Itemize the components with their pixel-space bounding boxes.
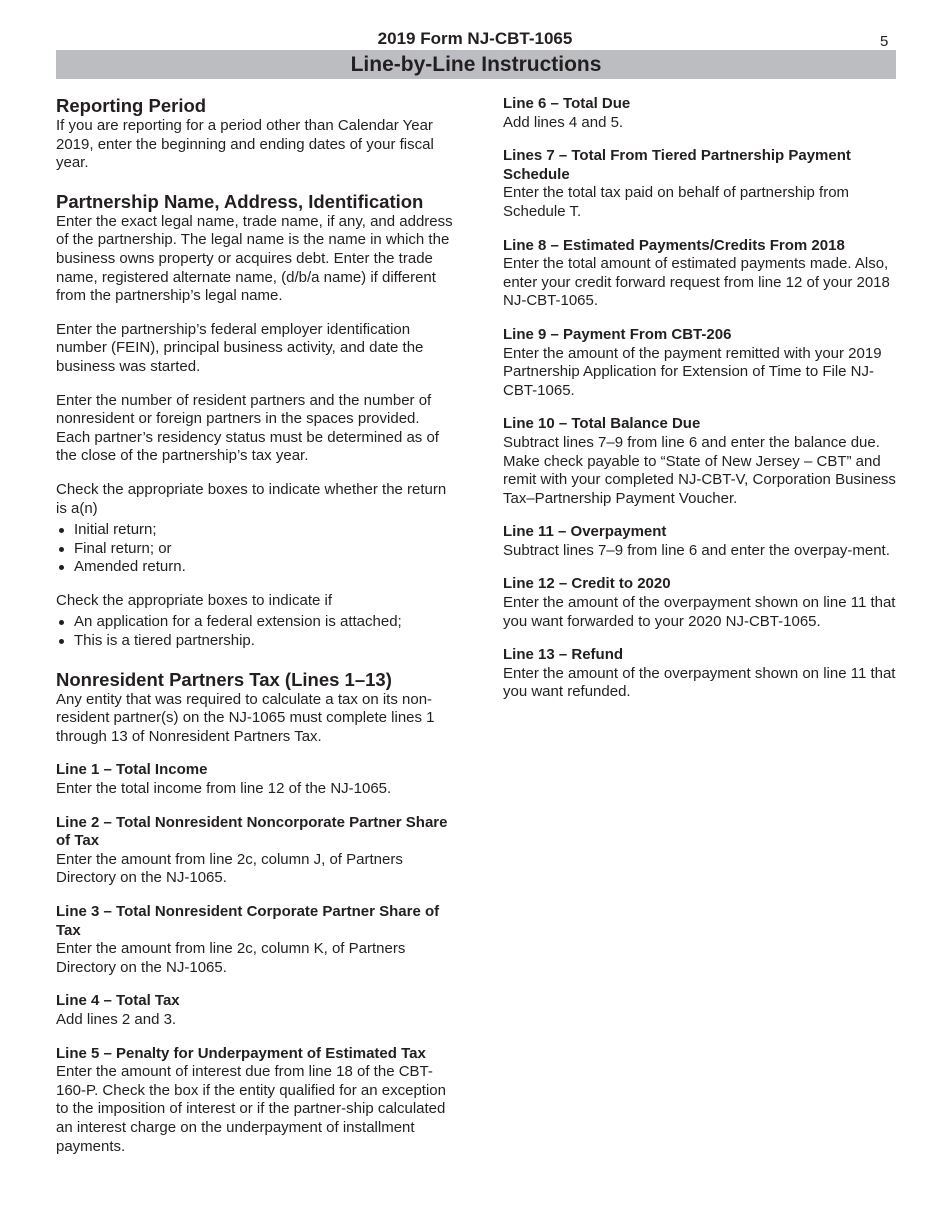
- line-heading: Line 10 – Total Balance Due: [503, 415, 701, 433]
- line-heading: Line 3 – Total Nonresident Corporate Partner Share of Tax: [56, 903, 440, 939]
- line-heading: Line 6 – Total Due: [503, 95, 631, 112]
- line-13-instructions: [503, 646, 903, 702]
- page-number: 5: [880, 33, 889, 50]
- line-3-instructions: [56, 903, 456, 977]
- line-text: Subtract lines 7–9 from line 6 and enter the balance due. Make check payable to “State of New Jersey – CBT” and remit with your completed NJ-CBT-V, Corporation Business Tax–Partnership Payment Voucher.: [503, 433, 896, 507]
- line-6-instructions: [503, 95, 903, 132]
- paragraph: [56, 592, 456, 651]
- return-type-list: [56, 521, 456, 577]
- section-text: Enter the partnership’s federal employer identification number (FEIN), principal business activity, and date the business was started.: [56, 320, 424, 375]
- line-1-instructions: [56, 761, 456, 798]
- line-heading: Lines 7 – Total From Tiered Partnership Payment Schedule: [503, 147, 851, 183]
- paragraph: [56, 481, 456, 577]
- line-heading: Line 5 – Penalty for Underpayment of Estimated Tax: [56, 1044, 426, 1062]
- right-column: [503, 95, 903, 717]
- line-text: Enter the total amount of estimated payments made. Also, enter your credit forward request from line 12 of your 2018 NJ-CBT-1065.: [503, 255, 890, 310]
- nonresident-section: [56, 669, 456, 747]
- section-text: Check the appropriate boxes to indicate if: [56, 591, 332, 609]
- line-text: Add lines 2 and 3.: [56, 1010, 177, 1028]
- indicator-list: [56, 613, 456, 650]
- reporting-period-section: [56, 95, 456, 173]
- line-text: Enter the amount of the payment remitted with your 2019 Partnership Application for Extension of Time to File NJ-CBT-1065.: [503, 344, 882, 399]
- list-item: Final return; or: [56, 540, 456, 559]
- line-heading: Line 8 – Estimated Payments/Credits From 2018: [503, 236, 845, 254]
- line-2-instructions: [56, 814, 456, 888]
- line-heading: Line 4 – Total Tax: [56, 992, 180, 1010]
- section-text: Enter the exact legal name, trade name, if any, and address of the partnership. The legal name is the name in which the business owns property or acquires debt. Enter the trade name, registered alternate name, (d/b/a name) if different from the partnership’s legal name.: [56, 212, 453, 305]
- line-heading: Line 2 – Total Nonresident Noncorporate Partner Share of Tax: [56, 813, 448, 850]
- line-text: Enter the total income from line 12 of the NJ-1065.: [56, 780, 392, 798]
- line-heading: Line 11 – Overpayment: [503, 523, 667, 541]
- section-heading: Reporting Period: [56, 95, 207, 116]
- line-5-instructions: [56, 1045, 456, 1157]
- paragraph: [56, 392, 456, 466]
- page-banner: Line-by-Line Instructions: [56, 50, 896, 79]
- partnership-name-section: [56, 191, 456, 306]
- list-item: Initial return;: [56, 521, 456, 540]
- line-text: Enter the amount of interest due from line 18 of the CBT-160-P. Check the box if the entity qualified for an exception to the imposition of interest or if the partner-ship calculated an interest charge on the underpayment of installment payments.: [56, 1063, 446, 1155]
- section-text: Any entity that was required to calculate a tax on its non-resident partner(s) on the NJ-1065 must complete lines 1 through 13 of Nonresident Partners Tax.: [56, 690, 435, 745]
- line-9-instructions: [503, 326, 903, 400]
- line-heading: Line 12 – Credit to 2020: [503, 575, 671, 593]
- list-item: An application for a federal extension is attached;: [56, 613, 456, 632]
- line-text: Enter the amount from line 2c, column K, of Partners Directory on the NJ-1065.: [56, 940, 406, 976]
- line-8-instructions: [503, 237, 903, 311]
- line-heading: Line 1 – Total Income: [56, 761, 208, 779]
- section-heading: Nonresident Partners Tax (Lines 1–13): [56, 668, 392, 690]
- left-column: [56, 95, 456, 1171]
- form-title: 2019 Form NJ-CBT-1065: [377, 29, 573, 48]
- line-7-instructions: [503, 147, 903, 221]
- line-12-instructions: [503, 575, 903, 631]
- list-item: Amended return.: [56, 558, 456, 577]
- line-heading: Line 9 – Payment From CBT-206: [503, 325, 732, 343]
- line-4-instructions: [56, 992, 456, 1029]
- line-text: Enter the amount of the overpayment shown on line 11 that you want refunded.: [503, 664, 896, 701]
- section-text: Check the appropriate boxes to indicate whether the return is a(n): [56, 480, 447, 517]
- section-text: Enter the number of resident partners and the number of nonresident or foreign partners in the spaces provided. Each partner’s residency status must be determined as of the close of the partnership’s tax year.: [56, 391, 439, 465]
- line-text: Enter the total tax paid on behalf of partnership from Schedule T.: [503, 184, 850, 220]
- paragraph: [56, 321, 456, 377]
- line-10-instructions: [503, 415, 903, 508]
- line-text: Enter the amount of the overpayment shown on line 11 that you want forwarded to your 2020 NJ-CBT-1065.: [503, 594, 896, 630]
- line-text: Subtract lines 7–9 from line 6 and enter the overpay-ment.: [503, 541, 890, 559]
- list-item: This is a tiered partnership.: [56, 632, 456, 651]
- line-text: Enter the amount from line 2c, column J, of Partners Directory on the NJ-1065.: [56, 850, 403, 887]
- line-text: Add lines 4 and 5.: [503, 113, 624, 131]
- line-heading: Line 13 – Refund: [503, 646, 624, 664]
- line-11-instructions: [503, 523, 903, 560]
- section-text: If you are reporting for a period other than Calendar Year 2019, enter the beginning and ending dates of your fiscal year.: [56, 117, 434, 172]
- section-heading: Partnership Name, Address, Identification: [56, 190, 424, 212]
